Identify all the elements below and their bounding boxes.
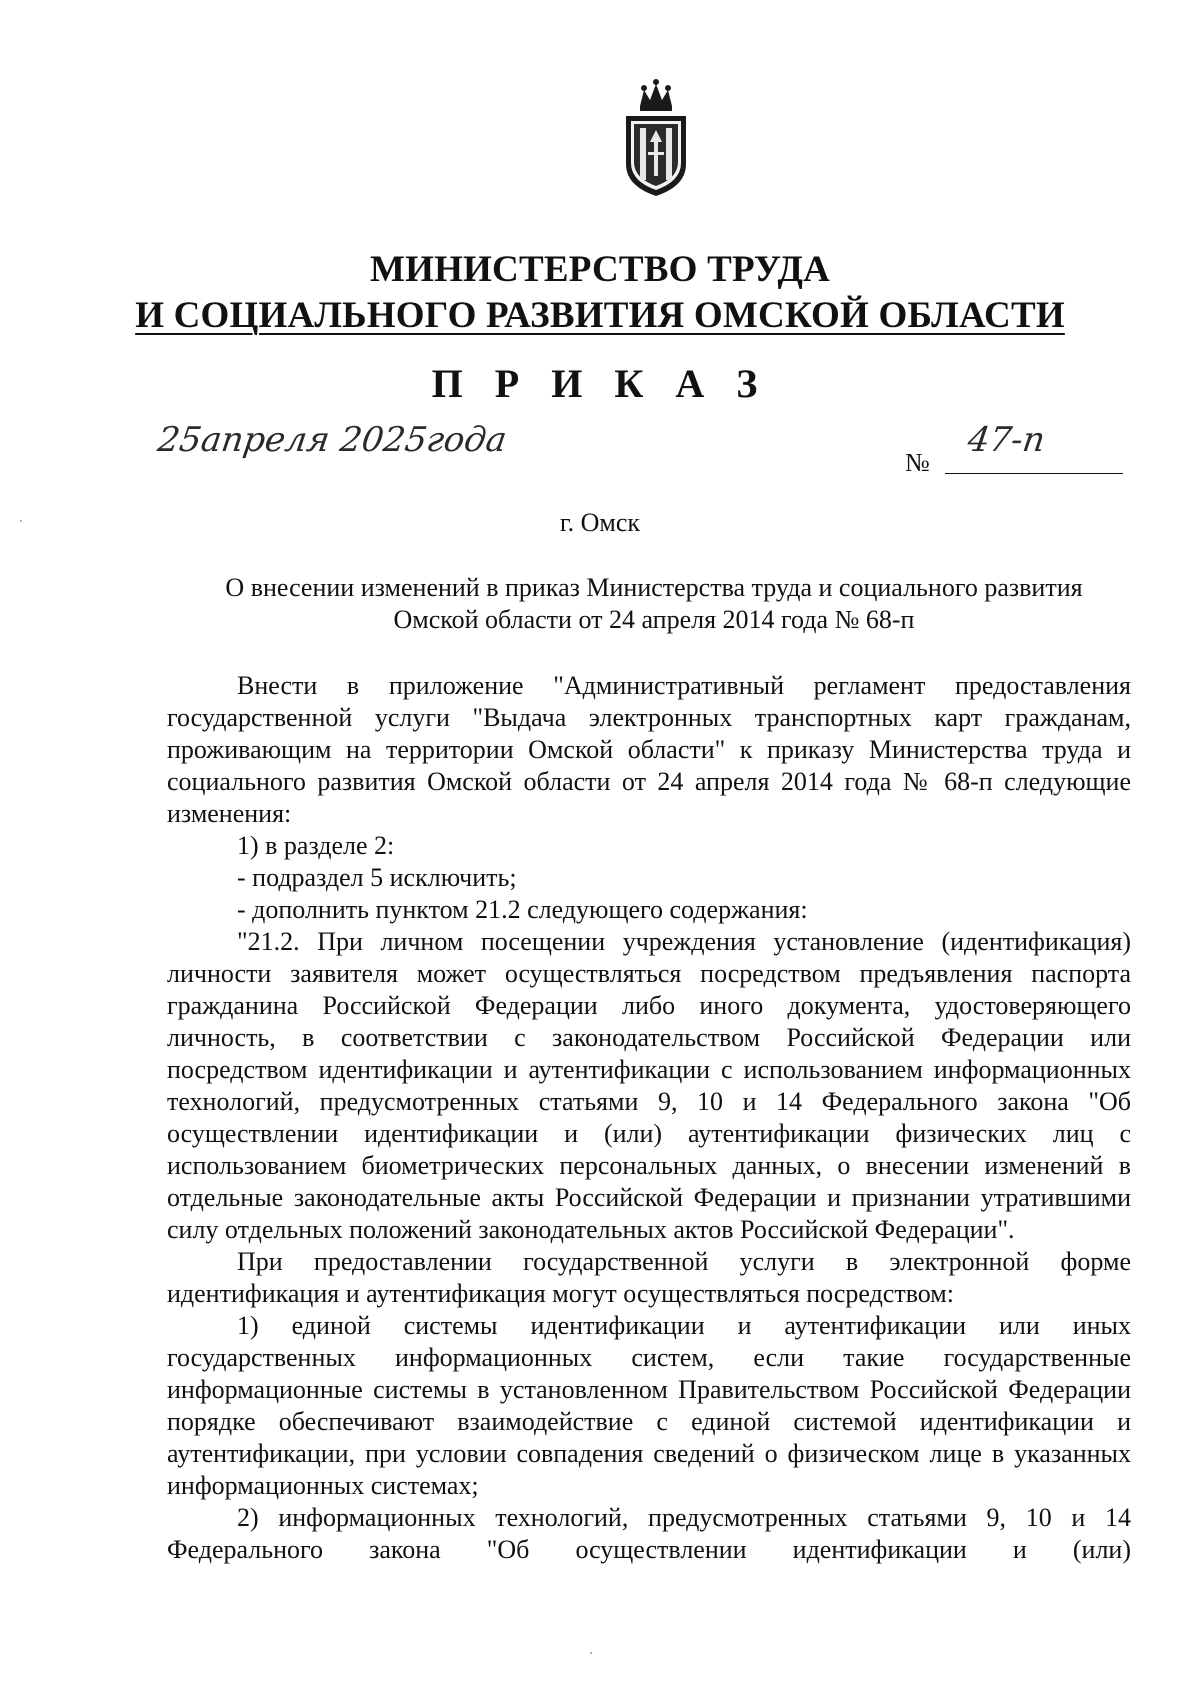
ministry-name-line2: И СОЦИАЛЬНОГО РАЗВИТИЯ ОМСКОЙ ОБЛАСТИ [135, 295, 1065, 336]
city-line: г. Омск [559, 508, 641, 537]
document-type-title: П Р И К А З [431, 361, 769, 406]
document-body [167, 670, 1131, 1566]
body-paragraph: 1) единой системы идентификации и аутентификации или иных государственных информационных систем, если такие государственные информационные системы в установленном Правительством Российской Федерации порядке обеспечивают взаимодействие с единой системой идентификации и аутентификации, при условии совпадения сведений о физическом лице в указанных информационных системах; [167, 1311, 1131, 1500]
body-paragraph: - дополнить пунктом 21.2 следующего содержания: [237, 895, 808, 924]
body-paragraph: Внести в приложение "Административный регламент предоставления государственной услуги "Выдача электронных транспортных карт гражданам, проживающим на территории Омской области" к приказу Министерства труда и социального развития Омской области от 24 апреля 2014 года № 68-п следующие изменения: [167, 671, 1131, 828]
body-paragraph: При предоставлении государственной услуги в электронной форме идентификация и аутентификация могут осуществляться посредством: [167, 1247, 1131, 1308]
body-paragraph: 1) в разделе 2: [237, 831, 395, 860]
body-paragraph: - подраздел 5 исключить; [237, 863, 517, 892]
handwritten-number: 47-п [965, 420, 1048, 460]
number-label: № [905, 448, 930, 477]
scan-speck [20, 520, 22, 522]
body-paragraph: "21.2. При личном посещении учреждения установление (идентификация) личности заявителя может осуществляться посредством предъявления паспорта гражданина Российской Федерации либо иного документа, удостоверяющего личность, в соответствии с законодательством Российской Федерации или посредством идентификации и аутентификации с использованием информационных технологий, предусмотренных статьями 9, 10 и 14 Федерального закона "Об осуществлении идентификации и (или) аутентификации физических лиц с использованием биометрических персональных данных, о внесении изменений в отдельные законодательные акты Российской Федерации и признании утратившими силу отдельных положений законодательных актов Российской Федерации". [167, 927, 1131, 1244]
document-subject [170, 572, 1138, 636]
number-underline [945, 473, 1123, 474]
ministry-name-line1: МИНИСТЕРСТВО ТРУДА [369, 249, 831, 290]
scan-speck [590, 1652, 592, 1654]
coat-of-arms-icon [618, 76, 694, 200]
subject-line2: Омской области от 24 апреля 2014 года № 68-п [393, 605, 915, 634]
body-paragraph: 2) информационных технологий, предусмотренных статьями 9, 10 и 14 Федерального закона "Об осуществлении идентификации и (или) [167, 1503, 1131, 1564]
handwritten-date: 25апреля 2025года [155, 420, 510, 460]
subject-line1: О внесении изменений в приказ Министерства труда и социального развития [225, 573, 1083, 602]
